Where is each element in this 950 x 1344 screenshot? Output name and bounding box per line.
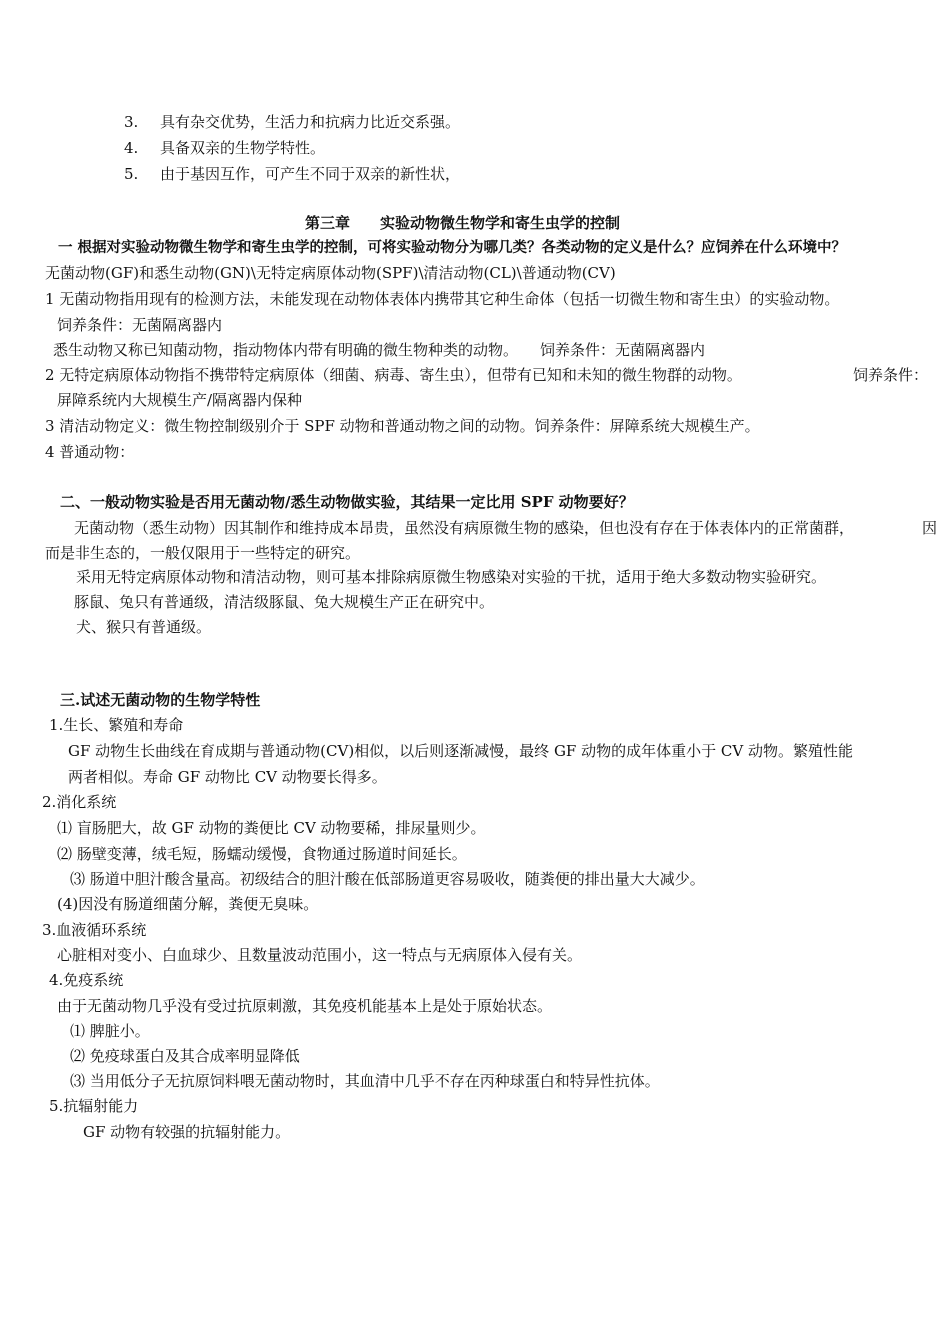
list-item: ⑵ 免疫球蛋白及其合成率明显降低 (70, 1047, 300, 1065)
list-item: ⑶ 肠道中胆汁酸含量高。初级结合的胆汁酸在低部肠道更容易吸收，随粪便的排出量大大减少。 (70, 870, 705, 888)
list-text: 由于基因互作，可产生不同于双亲的新性状， (160, 165, 461, 183)
paragraph: 2 无特定病原体动物指不携带特定病原体（细菌、病毒、寄生虫），但带有已知和未知的微生物群的动物。 (45, 366, 742, 384)
paragraph: 饲养条件： (853, 366, 929, 384)
list-text: 具有杂交优势，生活力和抗病力比近交系强。 (160, 113, 461, 131)
question-2-heading: 二、一般动物实验是否用无菌动物/悉生动物做实验，其结果一定比用 SPF 动物要好？ (60, 493, 634, 511)
list-item (124, 164, 460, 184)
list-item (124, 138, 325, 158)
chapter-label: 第三章 (305, 214, 351, 232)
list-item: ⑶ 当用低分子无抗原饲料喂无菌动物时，其血清中几乎不存在丙种球蛋白和特异性抗体。 (70, 1072, 660, 1090)
category-list: 无菌动物(GF)和悉生动物(GN)\无特定病原体动物(SPF)\清洁动物(CL)\普通动物(CV) (45, 264, 616, 282)
paragraph: 而是非生态的，一般仅限用于一些特定的研究。 (45, 544, 361, 562)
question-1-heading: 一 根据对实验动物微生物学和寄生虫学的控制，可将实验动物分为哪几类？各类动物的定义是什么？应饲养在什么环境中？ (58, 239, 847, 256)
list-number: 3. (124, 113, 139, 131)
list-number: 4. (124, 139, 139, 157)
paragraph-text: 饲养条件：无菌隔离器内 (540, 341, 706, 359)
paragraph: 无菌动物（悉生动物）因其制作和维持成本昂贵，虽然没有病原微生物的感染，但也没有存在于体表体内的正常菌群， (74, 519, 855, 537)
list-item: ⑴ 盲肠肥大，故 GF 动物的粪便比 CV 动物要稀，排尿量则少。 (57, 819, 486, 837)
chapter-name: 实验动物微生物学和寄生虫学的控制 (380, 214, 621, 232)
paragraph-text: 悉生动物又称已知菌动物，指动物体内带有明确的微生物种类的动物。 (53, 341, 519, 359)
section-title: 5.抗辐射能力 (49, 1097, 139, 1115)
section-title: 2.消化系统 (42, 793, 117, 811)
paragraph: 4 普通动物： (45, 443, 135, 461)
list-number: 5. (124, 165, 139, 183)
chapter-title (305, 213, 620, 233)
paragraph: 饲养条件：无菌隔离器内 (57, 316, 223, 334)
paragraph: 由于无菌动物几乎没有受过抗原刺激，其免疫机能基本上是处于原始状态。 (57, 997, 553, 1015)
paragraph: 犬、猴只有普通级。 (76, 618, 212, 636)
paragraph: GF 动物生长曲线在育成期与普通动物(CV)相似，以后则逐渐减慢，最终 GF 动物的成年体重小于 CV 动物。繁殖性能 (68, 742, 853, 760)
list-item: ⑵ 肠壁变薄，绒毛短，肠蠕动缓慢，食物通过肠道时间延长。 (57, 845, 467, 863)
section-title: 1.生长、繁殖和寿命 (49, 716, 184, 734)
list-item (124, 112, 460, 132)
list-item: (4)因没有肠道细菌分解，粪便无臭味。 (57, 895, 319, 913)
paragraph: 3 清洁动物定义：微生物控制级别介于 SPF 动物和普通动物之间的动物。饲养条件：屏障系统大规模生产。 (45, 417, 760, 435)
paragraph: GF 动物有较强的抗辐射能力。 (83, 1123, 291, 1141)
paragraph: 屏障系统内大规模生产/隔离器内保种 (57, 391, 303, 409)
section-title: 4.免疫系统 (49, 971, 124, 989)
list-text: 具备双亲的生物学特性。 (160, 139, 326, 157)
question-3-heading: 三.试述无菌动物的生物学特性 (60, 691, 261, 709)
paragraph: 1 无菌动物指用现有的检测方法，未能发现在动物体表体内携带其它种生命体（包括一切微生物和寄生虫）的实验动物。 (45, 290, 840, 308)
paragraph: 两者相似。寿命 GF 动物比 CV 动物要长得多。 (68, 768, 387, 786)
paragraph: 心脏相对变小、白血球少、且数量波动范围小，这一特点与无病原体入侵有关。 (57, 946, 583, 964)
list-item: ⑴ 脾脏小。 (70, 1022, 150, 1040)
paragraph: 豚鼠、兔只有普通级，清洁级豚鼠、兔大规模生产正在研究中。 (74, 593, 495, 611)
paragraph: 采用无特定病原体动物和清洁动物，则可基本排除病原微生物感染对实验的干扰，适用于绝大多数动物实验研究。 (76, 568, 827, 586)
section-title: 3.血液循环系统 (42, 921, 147, 939)
paragraph: 因 (922, 519, 938, 537)
paragraph (53, 340, 705, 360)
